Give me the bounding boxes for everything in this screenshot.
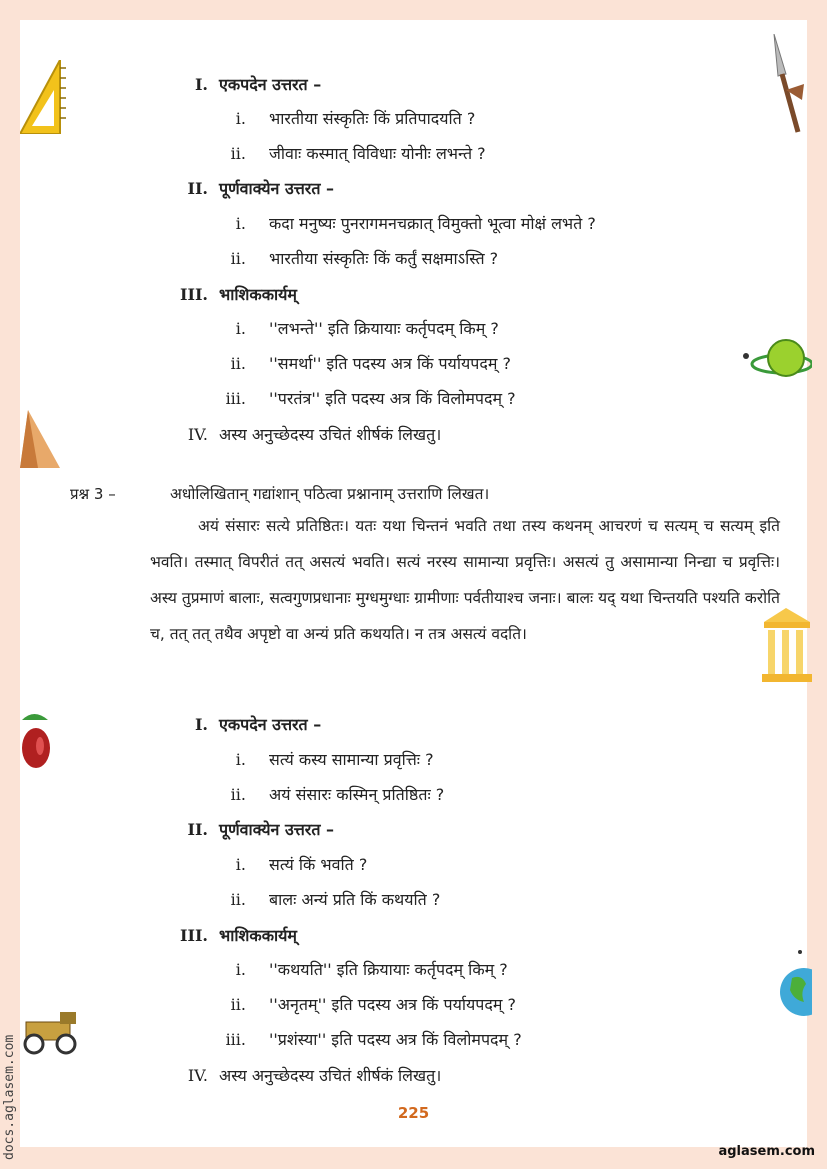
question-item: सत्यं कस्य सामान्या प्रवृत्तिः ?	[269, 750, 434, 769]
passage	[150, 508, 780, 652]
question-item: कदा मनुष्यः पुनरागमनचक्रात् विमुक्तो भूत्वा मोक्षं लभते ?	[269, 214, 596, 233]
section-heading: पूर्णवाक्येन उत्तरत –	[219, 179, 335, 198]
item-number: ii.	[230, 144, 246, 163]
page-number: 225	[397, 1104, 430, 1122]
question-item: बालः अन्यं प्रति किं कथयति ?	[269, 890, 441, 909]
pyramid-icon	[20, 410, 60, 470]
question-item: ''प्रशंस्या'' इति पदस्य अत्र किं विलोमपदम् ?	[269, 1030, 522, 1049]
section-number: I.	[194, 75, 208, 94]
watermark: docs.aglasem.com	[2, 1034, 17, 1160]
question-item: ''लभन्ते'' इति क्रियायाः कर्तृपदम् किम् ?	[269, 319, 499, 338]
section-heading: अस्य अनुच्छेदस्य उचितं शीर्षकं लिखतु।	[219, 425, 442, 444]
item-number: i.	[235, 214, 246, 233]
question-item: भारतीया संस्कृतिः किं कर्तुं सक्षमाऽस्ति ?	[269, 249, 499, 268]
item-number: i.	[235, 750, 246, 769]
section-number: III.	[179, 926, 208, 945]
passage-text: अयं संसारः सत्ये प्रतिष्ठितः। यतः यथा चिन्तनं भवति तथा तस्य कथनम् आचरणं च सत्यम् च सत्यम् इति भवति। तस्मात् विपरीतं तत् असत्यं भवति। सत्यं नरस्य सामान्या प्रवृत्तिः। असत्यं तु असामान्या निन्द्या च प्रवृत्तिः। अस्य तुप्रमाणं बालाः, सत्वगुणप्रधानाः मुग्धमुग्धाः ग्रामीणाः पर्वतीयाश्च जनाः। बालः यद् यथा चिन्तयति पश्यति करोति च, तत् तत् तथैव अपृष्टो वा अन्यं प्रति कथयति। न तत्र असत्यं वदति।	[150, 517, 780, 643]
question-item: ''कथयति'' इति क्रियायाः कर्तृपदम् किम् ?	[269, 960, 508, 979]
section-heading: एकपदेन उत्तरत –	[219, 715, 322, 734]
item-number: i.	[235, 855, 246, 874]
question-item: सत्यं किं भवति ?	[269, 855, 368, 874]
question-item: भारतीया संस्कृतिः किं प्रतिपादयति ?	[269, 109, 476, 128]
item-number: ii.	[230, 785, 246, 804]
planet-icon	[742, 336, 812, 386]
question-item: जीवाः कस्मात् विविधाः योनीः लभन्ते ?	[269, 144, 486, 163]
item-number: ii.	[230, 249, 246, 268]
section-number: III.	[179, 285, 208, 304]
site-name[interactable]: aglasem.com	[718, 1144, 815, 1159]
spear-tool-icon	[768, 34, 812, 134]
item-number: iii.	[225, 1030, 246, 1049]
section-heading: भाशिककार्यम्	[219, 285, 297, 304]
fruit-icon	[20, 708, 56, 778]
item-number: ii.	[230, 890, 246, 909]
section-number: I.	[194, 715, 208, 734]
question-item: ''अनृतम्'' इति पदस्य अत्र किं पर्यायपदम् ?	[269, 995, 517, 1014]
question-item: ''समर्था'' इति पदस्य अत्र किं पर्यायपदम् ?	[269, 354, 511, 373]
ruler-triangle-icon	[20, 60, 68, 134]
vintage-car-icon	[20, 1004, 84, 1056]
item-number: ii.	[230, 354, 246, 373]
question-item: अयं संसारः कस्मिन् प्रतिष्ठितः ?	[269, 785, 445, 804]
section-heading: अस्य अनुच्छेदस्य उचितं शीर्षकं लिखतु।	[219, 1066, 442, 1085]
item-number: iii.	[225, 389, 246, 408]
item-number: i.	[235, 960, 246, 979]
section-heading: पूर्णवाक्येन उत्तरत –	[219, 820, 335, 839]
globe-icon	[778, 948, 812, 1018]
section-heading: एकपदेन उत्तरत –	[219, 75, 322, 94]
item-number: i.	[235, 109, 246, 128]
section-number: IV.	[187, 1066, 208, 1085]
section-number: II.	[187, 820, 208, 839]
question-instruction: अधोलिखितान् गद्यांशान् पठित्वा प्रश्नानाम् उत्तराणि लिखत।	[170, 485, 490, 503]
question-label: प्रश्न 3 –	[70, 485, 116, 503]
section-number: II.	[187, 179, 208, 198]
item-number: ii.	[230, 995, 246, 1014]
item-number: i.	[235, 319, 246, 338]
section-number: IV.	[187, 425, 208, 444]
section-heading: भाशिककार्यम्	[219, 926, 297, 945]
question-item: ''परतंत्र'' इति पदस्य अत्र किं विलोमपदम् ?	[269, 389, 516, 408]
